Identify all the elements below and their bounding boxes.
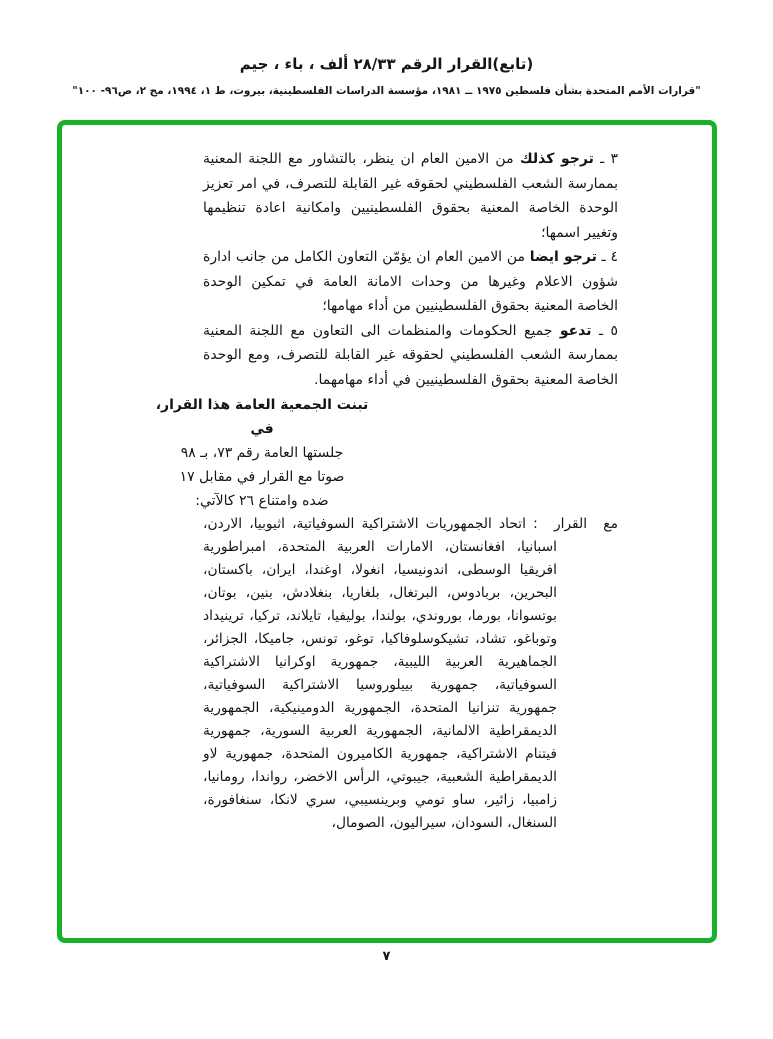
resolution-paragraph-5	[203, 319, 618, 393]
page-title: (تابع)القرار الرقم ٢٨/٣٣ ألف ، باء ، جيم	[239, 55, 534, 73]
vote-for-countries: اتحاد الجمهوريات الاشتراكية السوفياتية، اثيوبيا، الاردن، اسبانيا، افغانستان، الامارات العربية المتحدة، امبراطورية افريقيا الوسطى، اندونيسيا، انغولا، اوغندا، ايران، باكستان، البحرين، بربادوس، البرتغال، بلغاريا، بنغلادش، بنين، بوتان، بوتسوانا، بورما، بوروندي، بولندا، بوليفيا، تايلاند، تركيا، ترينيداد وتوباغو، تشاد، تشيكوسلوفاكيا، توغو، تونس، جاميكا، الجزائر، الجماهيرية العربية الليبية، جمهورية اوكرانيا الاشتراكية السوفياتية، جمهورية بييلوروسيا الاشتراكية السوفياتية، جمهورية تنزانيا المتحدة، الجمهورية الدومينيكية، الجمهورية الديمقراطية الالمانية، الجمهورية العربية السورية، جمهورية فيتنام الاشتراكية، جمهورية الكاميرون المتحدة، جمهورية لاو الديمقراطية الشعبية، جيبوتي، الرأس الاخضر، رواندا، رومانيا، زامبيا، زائير، ساو تومي وبرينسيبي، سري لانكا، سنغافورة، السنغال، السودان، سيراليون، الصومال،	[203, 516, 557, 831]
adoption-line: تبنت الجمعية العامة هذا القرار، في	[155, 397, 369, 437]
resolution-paragraph-3	[203, 147, 618, 245]
paragraph-body: جميع الحكومات والمنظمات الى التعاون مع اللجنة المعنية بممارسة الشعب الفلسطيني لحقوقه غير القابلة للتصرف، ومع الوحدة الخاصة المعنية بحقوق الفلسطينيين في أداء مهامهما.	[203, 322, 618, 388]
page-number: ٧	[382, 949, 391, 964]
paragraph-number: ٥ ـ	[598, 322, 619, 339]
vote-for-list	[203, 513, 618, 835]
adoption-statement	[146, 393, 378, 513]
paragraph-lead: ترجو ايضا	[529, 249, 597, 265]
paragraph-number: ٣ ـ	[600, 151, 618, 167]
paragraph-body: من الامين العام ان يؤمّن التعاون الكامل من جانب ادارة شؤون الاعلام وغيرها من وحدات الامانة العامة في تمكين الوحدة الخاصة المعنية بحقوق الفلسطينيين من أداء مهامها؛	[203, 249, 618, 314]
adoption-line: صوتا مع القرار في مقابل ١٧	[179, 469, 345, 485]
resolution-paragraph-4	[203, 245, 618, 319]
paragraph-lead: تدعو	[559, 322, 592, 339]
vote-for-label: مع القرار :	[533, 516, 618, 532]
source-citation: "قرارات الأمم المتحدة بشأن فلسطين ١٩٧٥ ــ ١٩٨١، مؤسسة الدراسات الفلسطينية، بيروت، ط ١، ١٩٩٤، مج ٢، ص٩٦- ١٠٠"	[72, 85, 701, 97]
adoption-line: ضده وامتناع ٢٦ كالآتي:	[195, 493, 329, 509]
adoption-line: جلستها العامة رقم ٧٣، بـ ٩٨	[180, 445, 344, 461]
resolution-text	[62, 125, 712, 835]
paragraph-number: ٤ ـ	[601, 249, 618, 265]
highlight-box	[57, 120, 717, 943]
paragraph-body: من الامين العام ان ينظر، بالتشاور مع اللجنة المعنية بممارسة الشعب الفلسطيني لحقوقه غير القابلة للتصرف، في امر تعزيز الوحدة الخاصة المعنية بحقوق الفلسطينيين وامكانية اعادة تنظيمها وتغيير اسمها؛	[203, 151, 618, 241]
document-header	[0, 0, 773, 99]
paragraph-lead: ترجو كذلك	[519, 151, 594, 167]
